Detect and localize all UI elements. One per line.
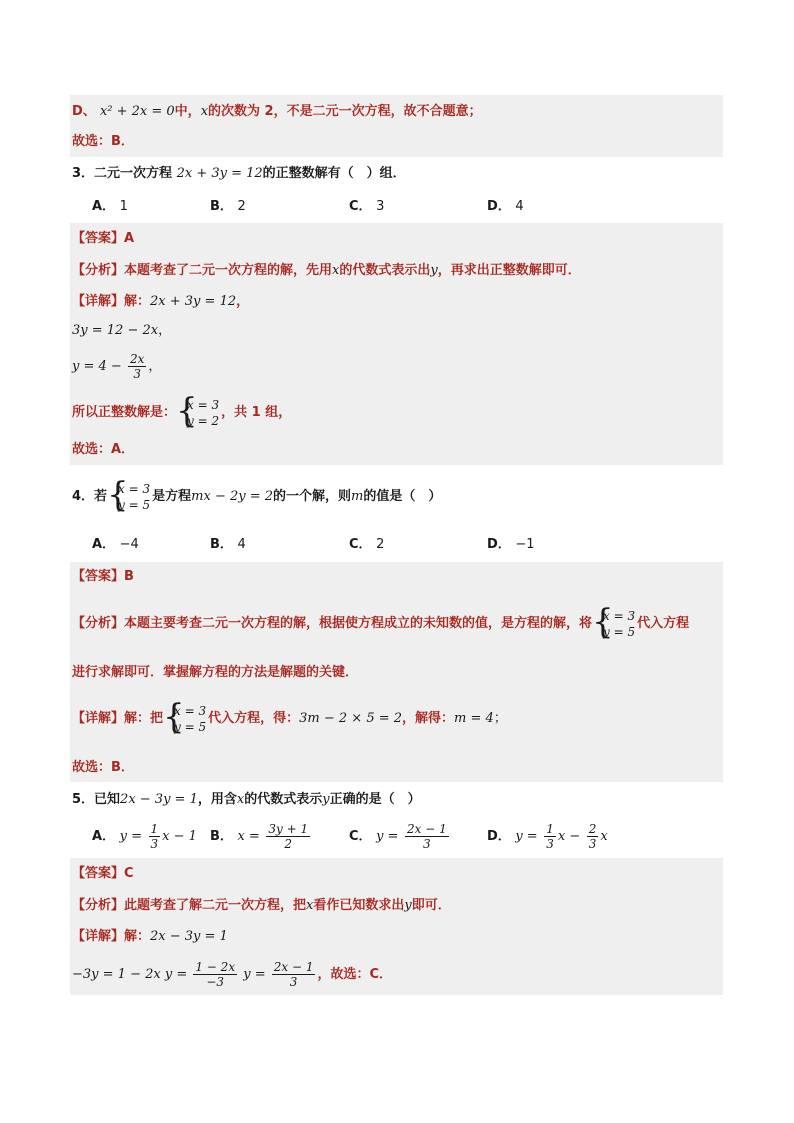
q3-stem-equation: 2x + 3y = 12 — [176, 166, 263, 181]
q5-stem-mid: ，用含 — [197, 792, 237, 807]
q5-final-frac1: $\frac{1 - 2x}{-3}$ — [195, 960, 236, 989]
q3-analysis-y: y — [430, 263, 438, 278]
q3-detail-tag: 【详解】 — [72, 294, 125, 309]
q4-choose: 故选：B． — [72, 760, 134, 775]
q3-option-c: C． 3 — [349, 199, 385, 214]
q3-step2: 3y = 12 − 2x， — [72, 323, 172, 338]
q3-solution — [72, 396, 291, 430]
q4-detail-1: 【详解】解：把 — [72, 711, 164, 726]
q5-option-c: C． y = $\frac{2x - 1}{3}$ — [349, 822, 447, 851]
q3-analysis-2: 的代数式表示出 — [339, 263, 431, 278]
q5-answer: 【答案】C — [72, 866, 134, 881]
q4-stem-eq: mx − 2y = 2 — [191, 489, 274, 504]
q4-option-a: A． −4 — [92, 537, 139, 552]
q3-stem-prefix: 3．二元一次方程 — [72, 166, 173, 181]
d-var: x — [200, 104, 209, 119]
q4-option-b: B． 4 — [210, 537, 246, 552]
q4-analysis-2: 代入方程 — [637, 616, 690, 631]
q4-detail-eq2: m = 4 — [454, 711, 494, 726]
q5-final-3: y = — [243, 967, 266, 982]
q3-sol-suffix: ，共 1 组， — [221, 405, 292, 420]
q3-sol-prefix: 所以正整数解是： — [72, 405, 177, 420]
q5-analysis — [72, 896, 451, 916]
q3-step3 — [72, 352, 161, 381]
q5-stem-x: x — [236, 792, 245, 807]
q5-analysis-y: y — [404, 898, 412, 913]
q4-stem — [72, 480, 441, 514]
q5-analysis-1: 【分析】此题考查了解二元一次方程，把 — [72, 898, 307, 913]
q3-option-a: A． 1 — [92, 199, 128, 214]
q3-stem — [72, 164, 406, 184]
q4-option-c: C． 2 — [349, 537, 385, 552]
q4-analysis-3: 进行求解即可．掌握解方程的方法是解题的关键． — [72, 665, 359, 680]
q3-option-d: D． 4 — [487, 199, 524, 214]
q5-analysis-3: 即可． — [411, 898, 451, 913]
q5-stem — [72, 790, 421, 810]
q5-stem-suffix: 正确的是（ ） — [329, 792, 421, 807]
q4-analysis-system: { x = 3 y = 5 — [594, 608, 635, 640]
q2-d-explanation — [72, 102, 482, 122]
q3-step2-eq: 3y = 12 − 2x — [72, 323, 159, 338]
q5-detail-eq: 2x − 3y = 1 — [150, 929, 228, 944]
q3-stem-suffix: 的正整数解有（ ）组． — [262, 166, 406, 181]
q4-answer: 【答案】B — [72, 569, 134, 584]
q5-stem-prefix: 5．已知 — [72, 792, 121, 807]
q5-detail — [72, 927, 228, 947]
q3-answer: 【答案】A — [72, 231, 135, 246]
d-mid2: 的次数为 2，不是二元一次方程，故不合题意； — [208, 104, 482, 119]
q4-stem-m: m — [351, 489, 364, 504]
q5-final — [72, 958, 392, 992]
q3-analysis-1: 本题考查了二元一次方程的解，先用 — [124, 263, 333, 278]
q5-stem-mid2: 的代数式表示 — [244, 792, 323, 807]
q4-stem-system: { x = 3 y = 5 — [109, 481, 150, 513]
q4-analysis-1: 【分析】本题主要考查二元一次方程的解，根据使方程成立的未知数的值，是方程的解，将 — [72, 616, 593, 631]
q3-analysis — [72, 261, 581, 281]
q3-sol-system: { x = 3 y = 2 — [178, 397, 219, 429]
q5-final-frac2: $\frac{2x - 1}{3}$ — [273, 960, 314, 989]
q3-detail-eq: 2x + 3y = 12 — [150, 294, 237, 309]
q4-detail-system: { x = 3 y = 5 — [165, 703, 206, 735]
q5-final-tail: ，故选：C． — [317, 967, 393, 982]
q4-detail-4: ； — [493, 711, 507, 726]
q3-analysis-x: x — [332, 263, 340, 278]
d-mid1: 中， — [174, 104, 201, 119]
q5-stem-y: y — [322, 792, 330, 807]
q3-choose: 故选：A． — [72, 442, 135, 457]
q3-detail — [72, 292, 249, 312]
q5-final-2: y = — [164, 967, 188, 982]
d-prefix: D、 — [72, 104, 96, 119]
q5-option-b: B． x = $\frac{3y + 1}{2}$ — [210, 822, 309, 851]
q4-stem-mid2: 的一个解，则 — [273, 489, 352, 504]
q4-detail — [72, 702, 507, 736]
q3-step3-fraction: $\frac{2x}{3}$ — [129, 352, 145, 381]
q4-stem-prefix: 4．若 — [72, 489, 108, 504]
q4-detail-2: 代入方程，得： — [208, 711, 300, 726]
q3-detail-comma: ， — [236, 294, 250, 309]
q4-detail-eq: 3m − 2 × 5 = 2 — [299, 711, 403, 726]
q3-step3-tail: ， — [148, 359, 162, 374]
q4-stem-mid: 是方程 — [152, 489, 192, 504]
d-equation: x² + 2x = 0 — [99, 104, 175, 119]
q5-option-d: D． y = $\frac{1}{3}$ x − $\frac{2}{3}$ x — [487, 822, 608, 851]
q5-detail-1: 【详解】解： — [72, 929, 151, 944]
q4-analysis — [72, 607, 689, 641]
q3-step3-left: y = 4 − — [72, 359, 122, 374]
q3-analysis-3: ，再求出正整数解即可． — [437, 263, 581, 278]
q4-option-d: D． −1 — [487, 537, 535, 552]
q5-analysis-x: x — [306, 898, 314, 913]
q5-stem-eq: 2x − 3y = 1 — [120, 792, 198, 807]
q4-detail-3: ，解得： — [402, 711, 455, 726]
q5-final-1: −3y = 1 − 2x — [72, 967, 161, 982]
q3-analysis-tag: 【分析】 — [72, 263, 125, 278]
q4-stem-suffix: 的值是（ ） — [363, 489, 442, 504]
q5-analysis-2: 看作已知数求出 — [313, 898, 405, 913]
q3-option-b: B． 2 — [210, 199, 246, 214]
q5-option-a: A． y = $\frac{1}{3}$ x − 1 — [92, 822, 197, 851]
q2-choose: 故选：B． — [72, 134, 134, 149]
q3-detail-1: 解： — [124, 294, 151, 309]
